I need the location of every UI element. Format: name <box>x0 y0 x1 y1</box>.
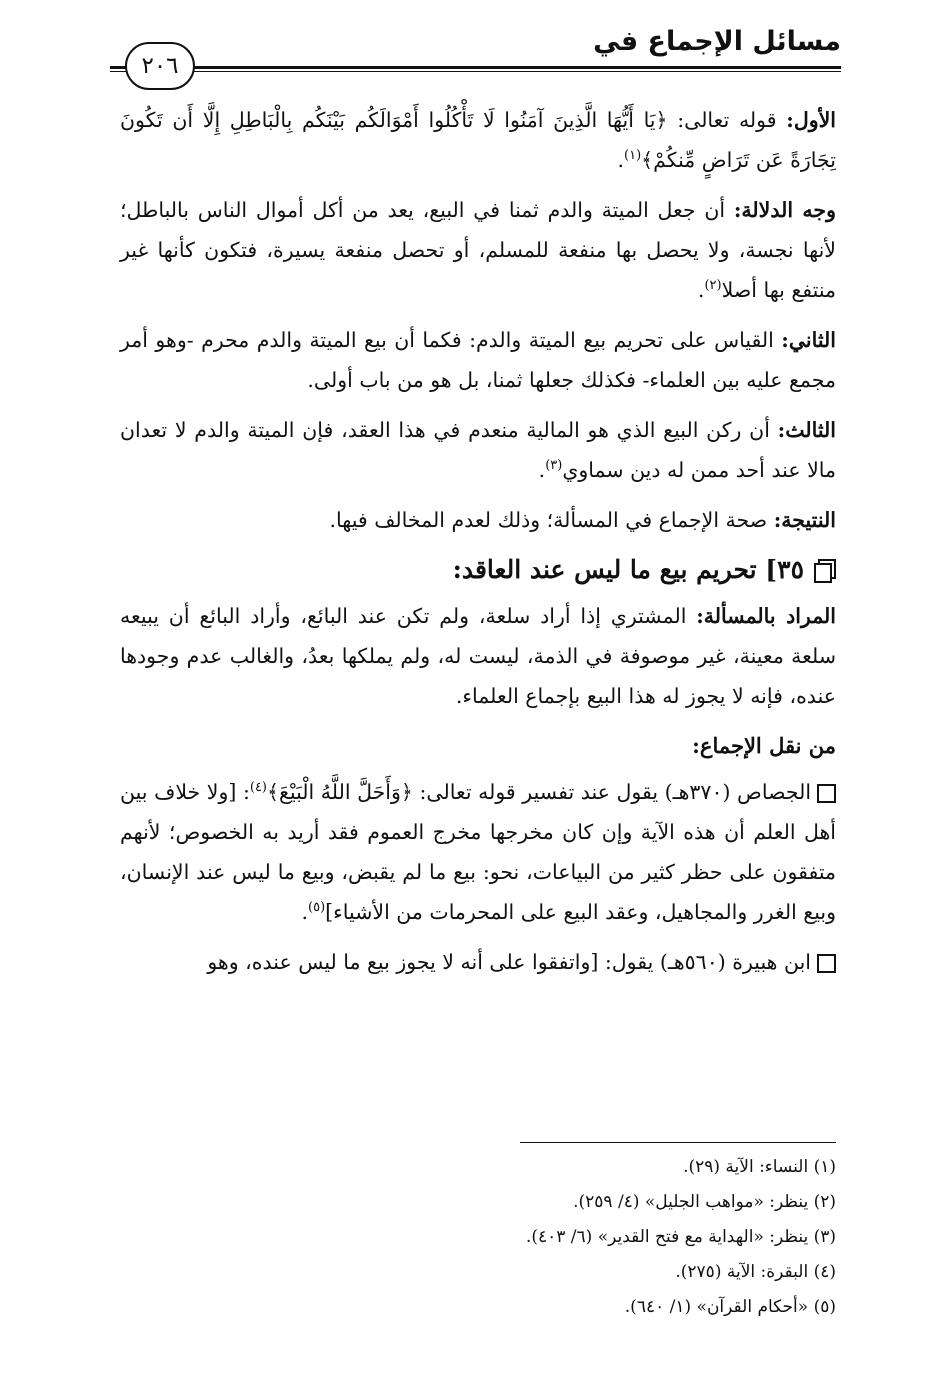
paragraph-first-evidence <box>120 100 836 180</box>
section-heading <box>120 550 836 590</box>
quote-text: : [ولا خلاف بين أهل العلم أن هذه الآية وإن كان مخرجها مخرج العموم فقد أريد به الخصوص؛ لأنهم متفقون على حظر كثير من البياعات، نحو: بيع ما لم يقبض، وبيع ما ليس عند الإنسان، وبيع الغرر والمجاهيل، وعقد البيع على المحرمات من الأشياء] <box>120 780 836 924</box>
running-title: مسائل الإجماع في <box>583 26 841 57</box>
page-header <box>110 20 841 90</box>
punctuation: . <box>617 148 624 172</box>
footnote-ref[interactable]: (٤) <box>249 780 267 796</box>
checkbox-icon <box>817 784 836 803</box>
paragraph-label: الثالث: <box>777 418 836 442</box>
paragraph-label: وجه الدلالة: <box>733 198 836 222</box>
footnote-item: (٤) البقرة: الآية (٢٧٥). <box>675 1262 836 1282</box>
header-rule-thin <box>110 71 841 72</box>
page-number: ٢٠٦ <box>125 42 195 90</box>
punctuation: . <box>538 458 546 482</box>
quote-text: الجصاص (٣٧٠هـ) يقول عند تفسير قوله تعالى: ﴿وَأَحَلَّ اللَّهُ الْبَيْعَ﴾ <box>267 780 812 804</box>
body-text <box>120 100 836 992</box>
footnote-item: (٢) ينظر: «مواهب الجليل» (٤/ ٢٥٩). <box>573 1192 836 1212</box>
paragraph-second-evidence <box>120 320 836 400</box>
footnote-ref[interactable]: (٢) <box>704 278 722 294</box>
paragraph-text: أن ركن البيع الذي هو المالية منعدم في هذا العقد، فإن الميتة والدم لا تعدان مالا عند أحد ممن له دين سماوي <box>120 418 836 482</box>
paragraph-indication <box>120 190 836 310</box>
paragraph-meaning <box>120 596 836 716</box>
sub-heading: من نقل الإجماع: <box>692 733 836 758</box>
paragraph-third-evidence <box>120 410 836 490</box>
paragraph-text: القياس على تحريم بيع الميتة والدم: فكما أن بيع الميتة والدم محرم -وهو أمر مجمع عليه بين العلماء- فكذلك جعلها ثمنا، بل هو من باب أولى. <box>120 328 836 392</box>
footnote-ref[interactable]: (١) <box>624 148 642 164</box>
paragraph-label: الأول: <box>786 108 836 132</box>
pages-icon <box>814 559 836 581</box>
footnote-ref[interactable]: (٥) <box>308 900 326 916</box>
footnote-item: (١) النساء: الآية (٢٩). <box>683 1157 836 1177</box>
section-heading-text: ٣٥] تحريم بيع ما ليس عند العاقد: <box>452 555 804 584</box>
paragraph-label: النتيجة: <box>773 508 836 532</box>
footnote-item: (٣) ينظر: «الهداية مع فتح القدير» (٦/ ٤٠٣). <box>525 1227 836 1247</box>
paragraph-text: أن جعل الميتة والدم ثمنا في البيع، يعد من أكل أموال الناس بالباطل؛ لأنها نجسة، ولا يحصل بها منفعة للمسلم، أو تحصل منفعة يسيرة، فتكون كأنها غير منتفع بها أصلا <box>120 198 836 302</box>
paragraph-text: قوله تعالى: ﴿يَا أَيُّهَا الَّذِينَ آمَنُوا لَا تَأْكُلُوا أَمْوَالَكُم بَيْنَكُم بِالْبَاطِلِ إِلَّا أَن تَكُونَ تِجَارَةً عَن تَرَاضٍ مِّنكُمْ﴾ <box>120 108 836 172</box>
punctuation: . <box>697 278 705 302</box>
paragraph-label: المراد بالمسألة: <box>696 604 837 628</box>
quote-ibn-hubayra <box>120 942 836 982</box>
paragraph-label: الثاني: <box>781 328 836 352</box>
quote-jassas <box>120 772 836 932</box>
header-rule <box>110 66 841 69</box>
footnote-separator <box>520 1142 836 1143</box>
checkbox-icon <box>817 954 836 973</box>
punctuation: . <box>301 900 308 924</box>
paragraph-result <box>120 500 836 540</box>
paragraph-text: صحة الإجماع في المسألة؛ وذلك لعدم المخالف فيها. <box>329 508 774 532</box>
quote-text: ابن هبيرة (٥٦٠هـ) يقول: [واتفقوا على أنه لا يجوز بيع ما ليس عنده، وهو <box>207 950 811 974</box>
paragraph-text: المشتري إذا أراد سلعة، ولم تكن عند البائع، وأراد البائع أن يبيعه سلعة معينة، غير موصوفة في الذمة، ليست له، ولم يملكها بعدُ، والغالب عدم وجودها عنده، فإنه لا يجوز له هذا البيع بإجماع العلماء. <box>120 604 836 708</box>
footnote-ref[interactable]: (٣) <box>545 458 563 474</box>
footnotes <box>120 1150 836 1325</box>
footnote-item: (٥) «أحكام القرآن» (١/ ٦٤٠). <box>624 1297 836 1317</box>
